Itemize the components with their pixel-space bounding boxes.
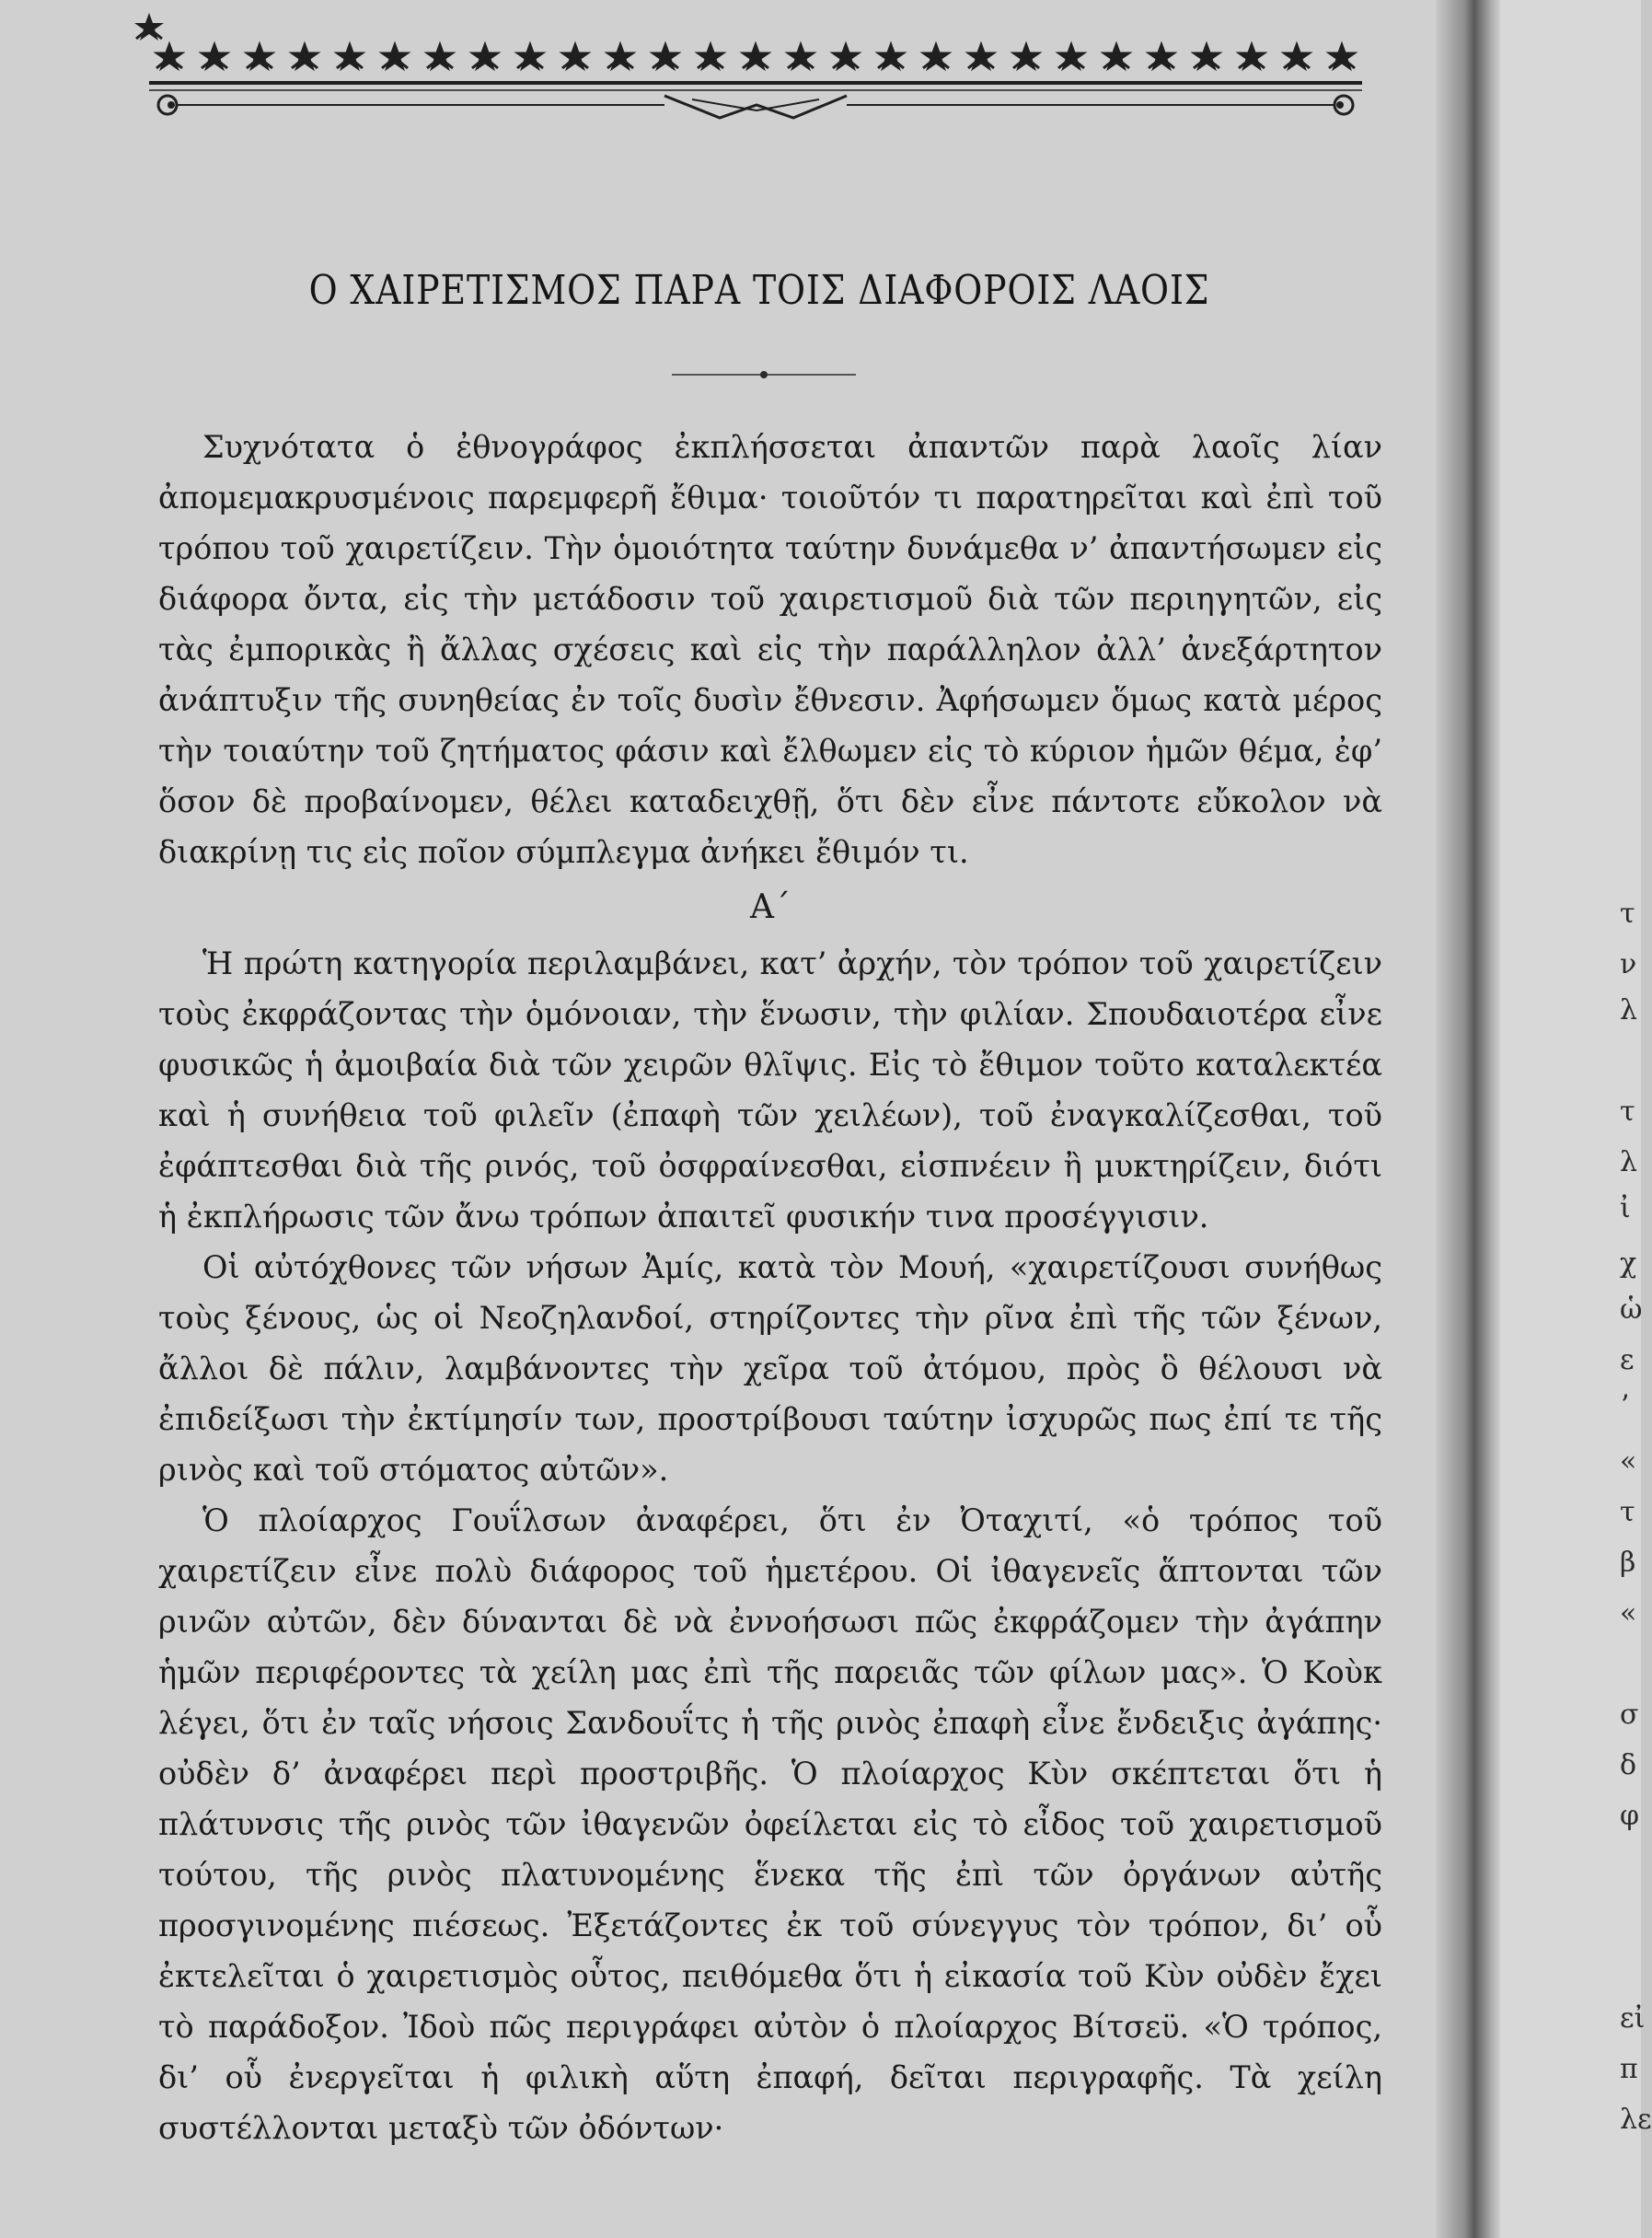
page-edge-fragment: ἰ <box>1620 1192 1631 1224</box>
page-edge-fragment: φ <box>1620 1800 1640 1832</box>
page-edge-fragment: « <box>1620 1597 1637 1629</box>
adjacent-page-edge <box>1500 0 1652 2238</box>
book-gutter-shadow <box>1436 0 1500 2238</box>
page-edge-fragment: β <box>1620 1547 1636 1579</box>
page-edge-fragment: τ <box>1620 898 1635 930</box>
page-edge-fragment: « <box>1620 1445 1637 1478</box>
article-body <box>158 422 1382 2153</box>
page-edge-fragment: δ <box>1620 1749 1637 1781</box>
title-divider <box>672 368 856 381</box>
paragraph: Ἡ πρώτη κατηγορία περιλαμβάνει, κατ’ ἀρχήν, τὸν τρόπον τοῦ χαιρετίζειν τοὺς ἐκφράζοντας τὴν ὁμόνοιαν, τὴν ἕνωσιν, τὴν φιλίαν. Σπουδαιοτέρα εἶνε φυσικῶς ἡ ἀμοιβαία διὰ τῶν χειρῶν θλῖψις. Εἰς τὸ ἔθιμον τοῦτο καταλεκτέα καὶ ἡ συνήθεια τοῦ φιλεῖν (ἐπαφὴ τῶν χειλέων), τοῦ ἐναγκαλίζεσθαι, τοῦ ἐφάπτεσθαι διὰ τῆς ρινός, τοῦ ὀσφραίνεσθαι, εἰσπνέειν ἢ μυκτηρίζειν, διότι ἡ ἐκπλήρωσις τῶν ἄνω τρόπων ἀπαιτεῖ φυσικήν τινα προσέγγισιν. <box>158 945 1382 1235</box>
page-edge-fragment: λε <box>1620 2104 1652 2136</box>
page-edge-fragment: π <box>1620 2053 1638 2085</box>
page-edge-fragment: λ <box>1620 994 1638 1026</box>
paragraph: Ὁ πλοίαρχος Γουΐλσων ἀναφέρει, ὅτι ἐν Ὀταχιτί, «ὁ τρόπος τοῦ χαιρετίζειν εἶνε πολὺ διάφορος τοῦ ἡμετέρου. Οἱ ἰθαγενεῖς ἅπτονται τῶν ρινῶν αὐτῶν, δὲν δύνανται δὲ νὰ ἐννοήσωσι πῶς ἐκφράζομεν τὴν ἀγάπην ἡμῶν περιφέροντες τὰ χείλη μας ἐπὶ τῆς παρειᾶς τῶν φίλων μας». Ὁ Κοὺκ λέγει, ὅτι ἐν ταῖς νήσοις Σανδουΐτς ἡ τῆς ρινὸς ἐπαφὴ εἶνε ἔνδειξις ἀγάπης· οὐδὲν δ’ ἀναφέρει περὶ προστριβῆς. Ὁ πλοίαρχος Κὺν σκέπτεται ὅτι ἡ πλάτυνσις τῆς ρινὸς τῶν ἰθαγενῶν ὀφείλεται εἰς τὸ εἶδος τοῦ χαιρετισμοῦ τούτου, τῆς ρινὸς πλατυνομένης ἕνεκα τῆς ἐπὶ τῶν ὀργάνων αὐτῆς προσγινομένης πιέσεως. Ἐξετάζοντες ἐκ τοῦ σύνεγγυς τὸν τρόπον, δι’ οὗ ἐκτελεῖται ὁ χαιρετισμὸς οὗτος, πειθόμεθα ὅτι ἡ εἰκασία τοῦ Κὺν οὐδὲν ἔχει τὸ παράδοξον. Ἰδοὺ πῶς περιγράφει αὐτὸν ὁ πλοίαρχος Βίτσεϋ. «Ὁ τρόπος, δι’ οὗ ἐνεργεῖται ἡ φιλικὴ αὕτη ἐπαφή, δεῖται περιγραφῆς. Τὰ χείλη συστέλλονται μεταξὺ τῶν ὀδόντων· <box>158 1502 1382 2146</box>
star-row <box>134 13 164 41</box>
paragraph: Συχνότατα ὁ ἐθνογράφος ἐκπλήσσεται ἀπαντῶν παρὰ λαοῖς λίαν ἀπομεμακρυσμένοις παρεμφερῆ ἔθιμα· τοιοῦτόν τι παρατηρεῖται καὶ ἐπὶ τοῦ τρόπου τοῦ χαιρετίζειν. Τὴν ὁμοιότητα ταύτην δυνάμεθα ν’ ἀπαντήσωμεν εἰς διάφορα ὄντα, εἰς τὴν μετάδοσιν τοῦ χαιρετισμοῦ διὰ τῶν περιηγητῶν, εἰς τὰς ἐμπορικὰς ἢ ἄλλας σχέσεις καὶ εἰς τὴν παράλληλον ἀλλ’ ἀνεξάρτητον ἀνάπτυξιν τῆς συνηθείας ἐν τοῖς δυσὶν ἔθνεσιν. Ἀφήσωμεν ὅμως κατὰ μέρος τὴν τοιαύτην τοῦ ζητήματος φάσιν καὶ ἔλθωμεν εἰς τὸ κύριον ἡμῶν θέμα, ἐφ’ ὅσον δὲ προβαίνομεν, θέλει καταδειχθῇ, ὅτι δὲν εἶνε πάντοτε εὔκολον νὰ διακρίνῃ τις εἰς ποῖον σύμπλεγμα ἀνήκει ἔθιμόν τι. <box>158 429 1382 870</box>
page-edge-fragment: ὡ <box>1620 1293 1643 1326</box>
paragraph: Οἱ αὐτόχθονες τῶν νήσων Ἀμίς, κατὰ τὸν Μουή, «χαιρετίζουσι συνήθως τοὺς ξένους, ὡς οἱ Νεοζηλανδοί, στηρίζοντες τὴν ρῖνα ἐπὶ τῆς τῶν ξένων, ἄλλοι δὲ πάλιν, λαμβάνοντες τὴν χεῖρα τοῦ ἀτόμου, πρὸς ὃ θέλουσι νὰ ἐπιδείξωσι τὴν ἐκτίμησίν των, προστρίβουσι ταύτην ἰσχυρῶς πως ἐπί τε τῆς ρινὸς καὶ τοῦ στόματος αὐτῶν». <box>158 1249 1382 1488</box>
decorative-header-ornament <box>149 28 1362 129</box>
section-heading: Α΄ <box>750 888 791 926</box>
page-edge-fragment: εἰ <box>1620 2002 1646 2035</box>
page-edge-fragment: ʼ <box>1620 1390 1629 1422</box>
page-edge-fragment: λ <box>1620 1146 1638 1178</box>
article-title: Ο ΧΑΙΡΕΤΙΣΜΟΣ ΠΑΡΑ ΤΟΙΣ ΔΙΑΦΟΡΟΙΣ ΛΑΟΙΣ <box>308 267 1210 314</box>
page-edge-fragment: χ <box>1620 1247 1637 1280</box>
page-edge-fragment: ε <box>1620 1344 1635 1376</box>
page-edge-fragment: σ <box>1620 1699 1639 1731</box>
page-edge-fragment: τ <box>1620 1496 1635 1528</box>
page-edge-fragment: ν <box>1620 948 1637 980</box>
page-edge-fragment: τ <box>1620 1096 1635 1128</box>
